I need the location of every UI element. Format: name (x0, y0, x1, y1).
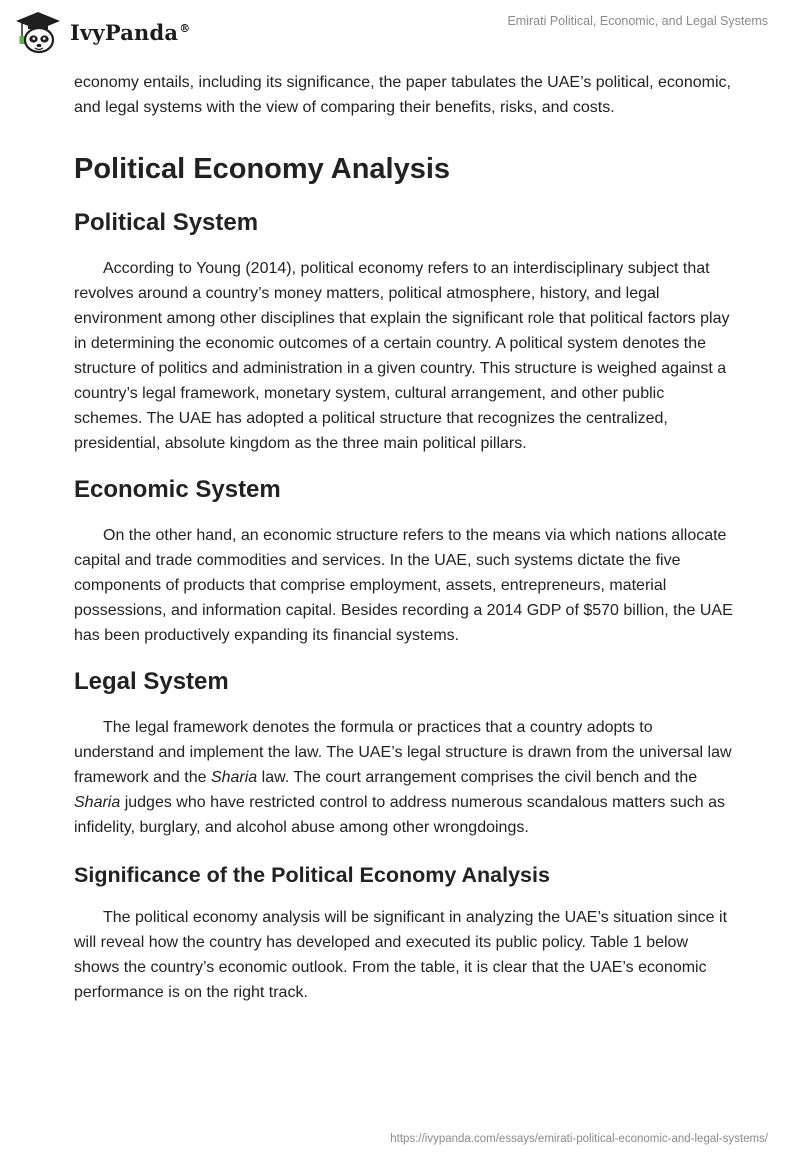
main-heading: Political Economy Analysis (74, 153, 451, 185)
sharia-term: Sharia (210, 769, 258, 786)
article-body (74, 70, 734, 1005)
significance-paragraph: The political economy analysis will be significant in analyzing the UAE’s situation since it will reveal how the country has developed and executed its public policy. Table 1 below shows the country’s economic outlook. From the table, it is clear that the UAE’s economic performance is on the right track. (74, 909, 728, 1001)
economic-system-paragraph: On the other hand, an economic structure refers to the means via which nations allocate capital and trade commodities and services. In the UAE, such systems dictate the five components of products that comprise employment, assets, entrepreneurs, material possessions, and information capital. Besides recording a 2014 GDP of $570 billion, the UAE has been productively expanding its financial systems. (74, 527, 733, 644)
page-header (0, 0, 800, 60)
source-url[interactable]: https://ivypanda.com/essays/emirati-political-economic-and-legal-systems/ (390, 1133, 768, 1145)
document-title: Emirati Political, Economic, and Legal Systems (507, 14, 768, 28)
legal-system-paragraph: The legal framework denotes the formula or practices that a country adopts to understand and implement the law. The UAE’s legal structure is drawn from the universal law framework and the Sharia law. The court arrangement comprises the civil bench and the Sharia judges who have restricted control to address numerous scandalous matters such as infidelity, burglary, and alcohol abuse among other wrongdoings. (74, 719, 732, 836)
sharia-term: Sharia (74, 794, 121, 811)
political-system-paragraph: According to Young (2014), political economy refers to an interdisciplinary subject that revolves around a country’s money matters, political atmosphere, history, and legal environment among other disciplines that explain the significant role that political factors play in determining the economic outcomes of a certain country. A political system denotes the structure of politics and administration in a given country. This structure is weighed against a country’s legal framework, monetary system, cultural arrangement, and other public schemes. The UAE has adopted a political structure that recognizes the centralized, presidential, absolute kingdom as the three main political pillars. (74, 260, 730, 452)
panda-graduate-icon (14, 10, 62, 54)
brand-name: IvyPanda® (70, 19, 191, 45)
economic-system-heading: Economic System (74, 476, 281, 503)
intro-paragraph: economy entails, including its significance, the paper tabulates the UAE’s political, economic, and legal systems with the view of comparing their benefits, risks, and costs. (74, 74, 731, 116)
registered-mark: ® (179, 21, 191, 35)
ivypanda-logo[interactable] (14, 10, 190, 54)
political-system-heading: Political System (74, 209, 259, 236)
significance-heading: Significance of the Political Economy Analysis (74, 863, 550, 887)
legal-system-heading: Legal System (74, 668, 229, 695)
